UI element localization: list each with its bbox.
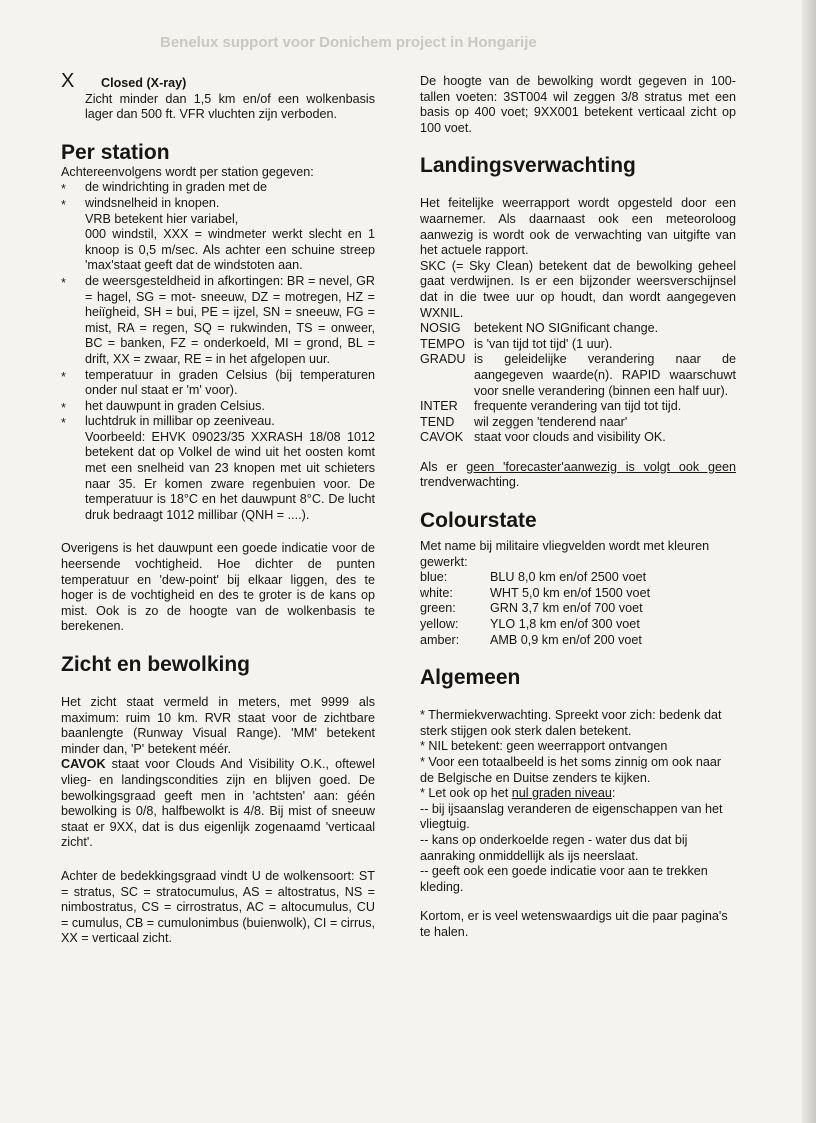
bleed-through-header: Benelux support voor Donichem project in Hongarije xyxy=(160,34,537,51)
heading-landingsverwachting: Landingsverwachting xyxy=(420,154,636,178)
colourstate-colour: amber: xyxy=(420,632,460,647)
zicht-paragraph-3: Achter de bedekkingsgraad vindt U de wolkensoort: ST = stratus, SC = stratocumulus, AS = altostratus, NS = nimbostratus, CS = cirrostratus, AC = altocumulus, CU = cumulus, CB = cumulonimbus (buienwolk), CI = cirrus, XX = verticaal zicht. xyxy=(61,868,375,946)
colourstate-value: BLU 8,0 km en/of 2500 voet xyxy=(490,570,647,585)
colourstate-value: YLO 1,8 km en/of 300 voet xyxy=(490,617,640,632)
trend-code: GRADU xyxy=(420,352,466,367)
left-column xyxy=(61,70,375,947)
algemeen-line: * NIL betekent: geen weerrapport ontvangen xyxy=(420,739,668,754)
zicht-paragraph-2: CAVOK staat voor Clouds And Visibility O.K., oftewel vlieg- en landingscondities zijn en blijven goed. De bewolkingsgraad geeft men in 'achtsten' aan: géén bewolking is 0/8, halfbewolkt is 4/8. Bij mist of sneeuw staat er 9XX, dat is dus eigenlijk zogenaamd 'verticaal zicht'. xyxy=(61,757,375,850)
landing-paragraph-2: SKC (= Sky Clean) betekent dat de bewolking geheel gaat verdwijnen. Is er een bijzonder weersverschijnsel dat in die twee uur op houdt, dan wordt aangegeven WXNIL. xyxy=(420,258,736,320)
algemeen-line: -- kans op onderkoelde regen - water dus dat bij aanraking onmiddellijk als ijs neerslaat. xyxy=(420,832,688,863)
trend-codes-list xyxy=(420,321,736,446)
list-item: * de weersgesteldheid in afkortingen: BR = nevel, GR = hagel, SG = mot- sneeuw, DZ = motregen, HZ = heiïgheid, SH = bui, PE = ijzel, SN = sneeuw, FG = mist, RA = regen, SQ = rukwinden, TS = onweer, BC = banken, FZ = onderkoeld, MI = grond, BL = drift, XX = zwaar, RE = in het afgelopen uur. xyxy=(61,274,375,368)
heading-zicht: Zicht en bewolking xyxy=(61,653,251,676)
per-station-list xyxy=(61,180,375,430)
landing-paragraph-3: Als er geen 'forecaster'aanwezig is volgt ook geen trendverwachting. xyxy=(420,459,736,490)
heading-per-station: Per station xyxy=(61,140,170,164)
x-mark: X xyxy=(61,70,75,92)
closed-text: Zicht minder dan 1,5 km en/of een wolkenbasis lager dan 500 ft. VFR vluchten zijn verboden. xyxy=(85,91,375,122)
trend-code: TEND xyxy=(420,414,455,429)
trend-code: TEMPO xyxy=(420,336,465,351)
colourstate-value: AMB 0,9 km en/of 200 voet xyxy=(490,632,642,647)
dewpoint-paragraph: Overigens is het dauwpunt een goede indicatie voor de heersende vochtigheid. Hoe dichter de punten temperatuur en 'dew-point' bij elkaar liggen, des te hoger is de vochtigheid en des te groter is de kans op mist. Ook is zo de hoogte van de wolkenbasis te berekenen. xyxy=(61,541,375,634)
colourstate-colour: blue: xyxy=(420,570,448,585)
page-edge xyxy=(802,0,816,1123)
colourstate-colour: green: xyxy=(420,601,456,616)
landing-paragraph-1: Het feitelijke weerrapport wordt opgesteld door een waarnemer. Als daarnaast ook een meteoroloog aanwezig is wordt ook de verwachting van uitgifte van het actuele rapport. xyxy=(420,196,736,258)
trend-code-description: is geleidelijke verandering naar de aangegeven waarde(n). RAPID waarschuwt voor snelle verandering (binnen een half uur). xyxy=(474,352,736,398)
trend-code: INTER xyxy=(420,399,458,414)
right-column xyxy=(420,74,736,941)
algemeen-line: * Thermiekverwachting. Spreekt voor zich: bedenk dat sterk stijgen ook sterk dalen betekent. xyxy=(420,708,722,738)
trend-code-description: wil zeggen 'tenderend naar' xyxy=(474,414,628,429)
trend-code-description: is 'van tijd tot tijd' (1 uur). xyxy=(474,336,613,351)
list-item: * het dauwpunt in graden Celsius. xyxy=(61,399,375,415)
colourstate-colour: white: xyxy=(420,585,453,600)
zicht-paragraph-1: Het zicht staat vermeld in meters, met 9999 als maximum: ruim 10 km. RVR staat voor de zichtbare baanlengte (Runway Visual Range). 'MM' betekent minder dan, 'P' betekent méér. xyxy=(61,695,375,756)
algemeen-line: * Let ook op het nul graden niveau: xyxy=(420,786,616,801)
hoogte-paragraph: De hoogte van de bewolking wordt gegeven in 100- tallen voeten: 3ST004 wil zeggen 3/8 stratus met een basis op 400 voet; 9XX001 betekent verticaal zicht op 100 voet. xyxy=(420,74,736,135)
algemeen-line: * Voor een totaalbeeld is het soms zinnig om ook naar de Belgische en Duitse zenders te kijken. xyxy=(420,755,722,785)
list-item: * luchtdruk in millibar op zeeniveau. xyxy=(61,414,375,430)
trend-code: CAVOK xyxy=(420,430,464,445)
trend-code-description: staat voor clouds and visibility OK. xyxy=(474,430,666,445)
colourstate-value: WHT 5,0 km en/of 1500 voet xyxy=(490,585,651,600)
closed-title: Closed (X-ray) xyxy=(101,76,187,90)
per-station-intro: Achtereenvolgens wordt per station gegeven: xyxy=(61,164,314,179)
algemeen-line: -- bij ijsaanslag veranderen de eigenschappen van het vliegtuig. xyxy=(420,801,723,832)
algemeen-line: -- geeft ook een goede indicatie voor aan te trekken kleding. xyxy=(420,864,708,894)
colourstate-colour: yellow: xyxy=(420,617,459,632)
heading-colourstate: Colourstate xyxy=(420,509,537,533)
heading-algemeen: Algemeen xyxy=(420,666,521,690)
station-example: Voorbeeld: EHVK 09023/35 XXRASH 18/08 1012 betekent dat op Volkel de wind uit het oosten komt met een snelheid van 23 knopen met uit schieters naar 35. Er komen zware regenbuien voor. De temperatuur is 18°C en het dauwpunt 8°C. De lucht druk bedraagt 1012 millibar (QNH = ....). xyxy=(85,429,375,522)
closed-header xyxy=(61,70,375,92)
closing-paragraph: Kortom, er is veel wetenswaardigs uit die paar pagina's te halen. xyxy=(420,909,728,939)
colourstate-list xyxy=(420,570,736,648)
list-item: * windsnelheid in knopen. VRB betekent hier variabel, 000 windstil, XXX = windmeter werkt slecht en 1 knoop is 0,5 m/sec. Als achter een schuine streep 'max'staat geeft dat de windstoten aan. xyxy=(61,196,375,274)
colourstate-intro: Met name bij militaire vliegvelden wordt met kleuren gewerkt: xyxy=(420,539,710,569)
cavok-term: CAVOK xyxy=(61,757,106,772)
trend-code: NOSIG xyxy=(420,321,461,336)
list-item: * de windrichting in graden met de xyxy=(61,180,375,196)
trend-code-description: frequente verandering van tijd tot tijd. xyxy=(474,399,682,414)
colourstate-value: GRN 3,7 km en/of 700 voet xyxy=(490,601,643,616)
list-item: * temperatuur in graden Celsius (bij temperaturen onder nul staat er 'm' voor). xyxy=(61,368,375,399)
trend-code-description: betekent NO SIGnificant change. xyxy=(474,321,659,336)
